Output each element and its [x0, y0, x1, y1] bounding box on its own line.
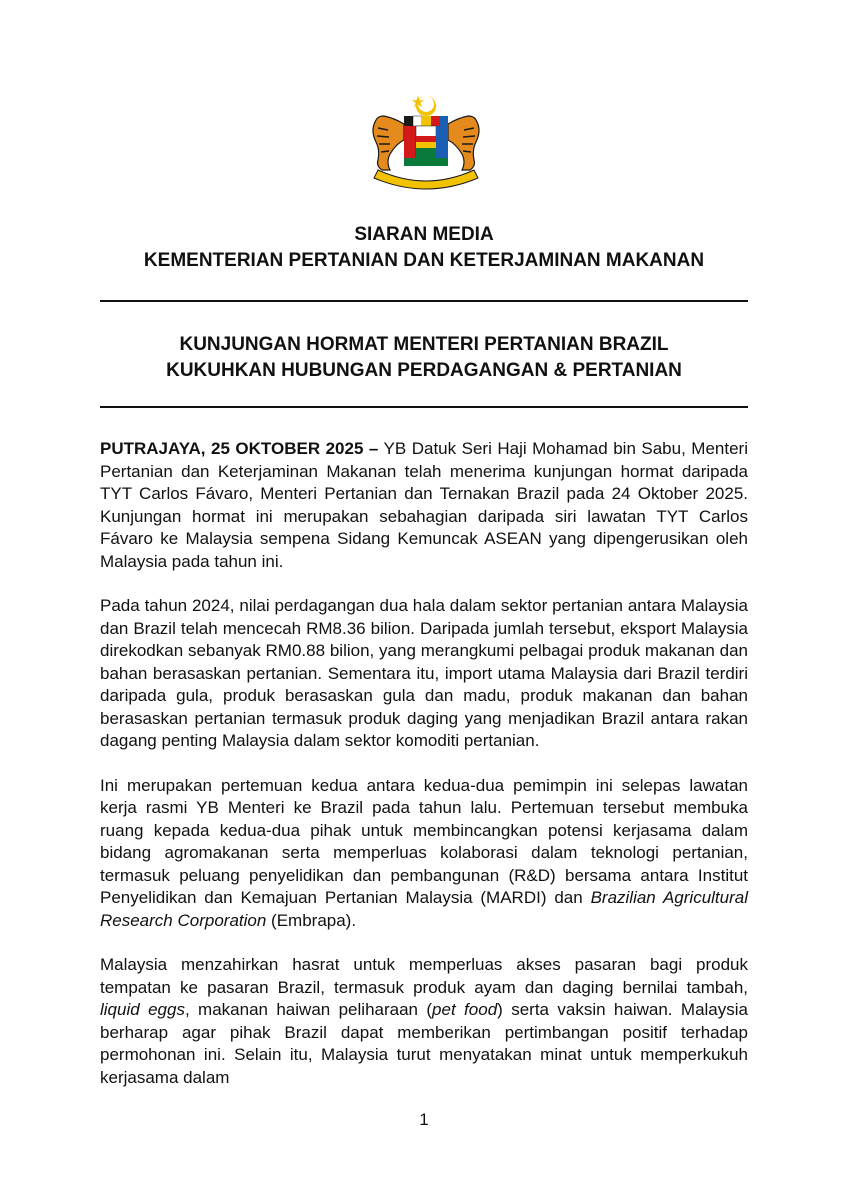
divider-top — [100, 300, 748, 302]
article-body — [100, 438, 748, 1111]
paragraph-4-text-a: Malaysia menzahirkan hasrat untuk memperluas akses pasaran bagi produk tempatan ke pasaran Brazil, termasuk produk ayam dan daging bernilai tambah, — [100, 955, 748, 997]
paragraph-4 — [100, 954, 748, 1089]
paragraph-2: Pada tahun 2024, nilai perdagangan dua hala dalam sektor pertanian antara Malaysia dan Brazil telah mencecah RM8.36 bilion. Daripada jumlah tersebut, eksport Malaysia direkodkan sebanyak RM0.88 bilion, yang merangkumi pelbagai produk makanan dan bahan berasaskan pertanian. Sementara itu, import utama Malaysia dari Brazil terdiri daripada gula, produk berasaskan gula dan madu, produk makanan dan bahan berasaskan pertanian termasuk produk daging yang menjadikan Brazil antara rakan dagang penting Malaysia dalam sektor komoditi pertanian. — [100, 596, 748, 750]
page-number: 1 — [419, 1110, 429, 1129]
divider-bottom — [100, 406, 748, 408]
paragraph-3-text-b: (Embrapa). — [266, 910, 357, 930]
paragraph-3 — [100, 775, 748, 933]
paragraph-1 — [100, 438, 748, 573]
paragraph-4-italic-1: liquid eggs — [100, 1000, 185, 1019]
paragraph-4-italic-2: pet food — [432, 1000, 498, 1019]
dateline: PUTRAJAYA, 25 OKTOBER 2025 – — [100, 439, 379, 458]
paragraph-1-text: YB Datuk Seri Haji Mohamad bin Sabu, Menteri Pertanian dan Keterjaminan Makanan telah menerima kunjungan hormat daripada TYT Carlos Fávaro, Menteri Pertanian dan Ternakan Brazil pada 24 Oktober 2025. Kunjungan hormat ini merupakan sebahagian daripada siri lawatan TYT Carlos Fávaro ke Malaysia sempena Sidang Kemuncak ASEAN yang dipengerusikan oleh Malaysia pada tahun ini. — [100, 439, 748, 571]
paragraph-4-text-b: , makanan haiwan peliharaan ( — [184, 1000, 433, 1019]
media-release-header — [100, 222, 748, 274]
headline — [100, 332, 748, 384]
paragraph-3-italic: Brazilian Agricultural Research Corporation — [100, 888, 749, 930]
headline-line-1: KUNJUNGAN HORMAT MENTERI PERTANIAN BRAZIL — [179, 334, 669, 355]
headline-line-2: KUKUHKAN HUBUNGAN PERDAGANGAN & PERTANIAN — [166, 360, 682, 381]
malaysia-coat-of-arms-logo — [356, 92, 496, 192]
paragraph-4-text-c: ) serta vaksin haiwan. Malaysia berharap agar pihak Brazil dapat memberikan pertimbangan positif terhadap permohonan ini. Selain itu, Malaysia turut menyatakan minat untuk memperkukuh kerjasama dalam — [100, 1000, 748, 1087]
paragraph-3-text-a: Ini merupakan pertemuan kedua antara kedua-dua pemimpin ini selepas lawatan kerja rasmi YB Menteri ke Brazil pada tahun lalu. Pertemuan tersebut membuka ruang kepada kedua-dua pihak untuk membincangkan potensi kerjasama dalam bidang agromakanan serta memperluas kolaborasi dalam teknologi pertanian, termasuk peluang penyelidikan dan pembangunan (R&D) bersama antara Institut Penyelidikan dan Kemajuan Pertanian Malaysia (MARDI) dan — [100, 775, 748, 907]
header-line-2: KEMENTERIAN PERTANIAN DAN KETERJAMINAN MAKANAN — [143, 250, 705, 271]
header-line-1: SIARAN MEDIA — [354, 224, 494, 245]
